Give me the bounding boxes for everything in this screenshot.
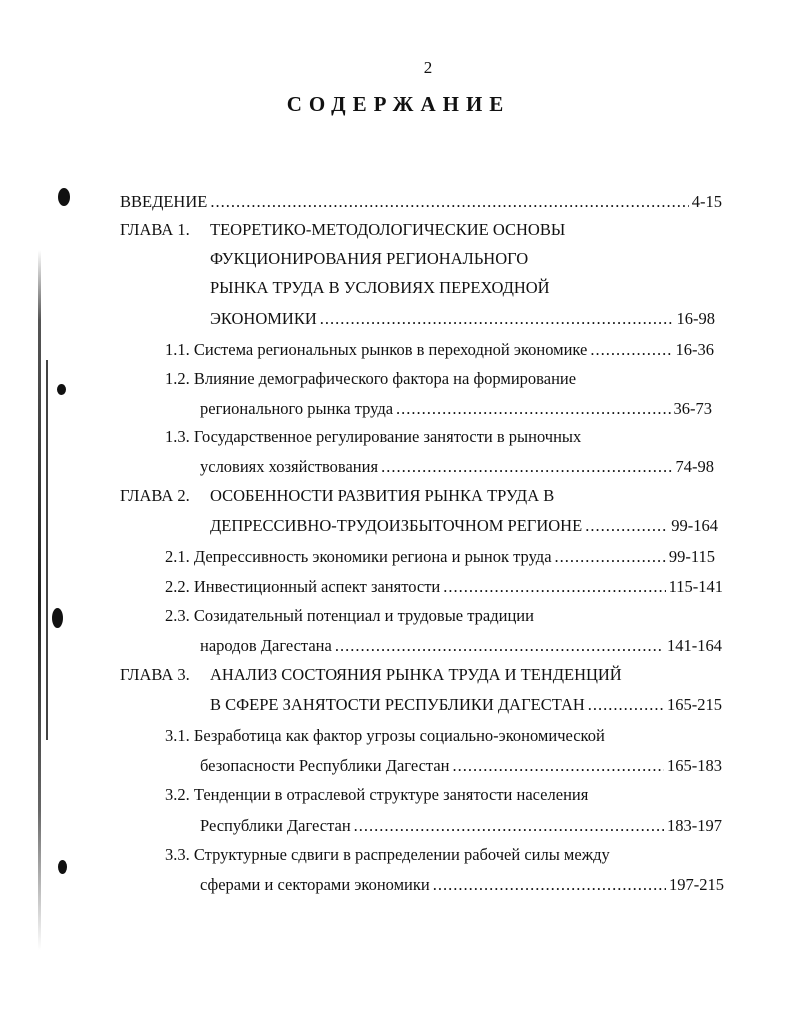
toc-chapter-heading [120,665,622,685]
dot-leader [452,756,664,776]
section-title: 2.2. Инвестиционный аспект занятости [165,577,441,596]
toc-section-entry [200,875,724,895]
chapter-title-line: ТЕОРЕТИКО-МЕТОДОЛОГИЧЕСКИЕ ОСНОВЫ [210,220,566,239]
toc-entry-chapter2-end [210,516,718,536]
dot-leader [585,516,668,536]
toc-page-ref: 99-115 [668,547,715,566]
toc-page-ref: 99-164 [671,516,718,535]
dot-leader [210,192,688,212]
punch-hole-mark [58,860,67,874]
dot-leader [396,399,670,419]
toc-page-ref: 165-215 [667,695,722,714]
section-title: 1.2. Влияние демографического фактора на формирование [165,369,577,388]
section-title: 2.1. Депрессивность экономики региона и рынок труда [165,547,552,566]
toc-section-entry [200,816,722,836]
dot-leader [433,875,666,895]
chapter-label: ГЛАВА 1. [120,220,190,239]
toc-page-ref: 74-98 [675,457,714,476]
toc-entry-chapter3-end [210,695,722,715]
toc-page-ref: 115-141 [668,577,723,596]
dot-leader [443,577,665,597]
section-title: 2.3. Созидательный потенциал и трудовые традиции [165,606,534,625]
chapter-title-line: ДЕПРЕССИВНО-ТРУДОИЗБЫТОЧНОМ РЕГИОНЕ [210,516,583,535]
punch-hole-mark [58,188,70,206]
toc-page-ref: 141-164 [667,636,722,655]
toc-entry-intro [120,192,722,212]
section-title-cont: регионального рынка труда [200,399,394,418]
section-title: 1.3. Государственное регулирование занятости в рыночных [165,427,582,446]
section-title: 3.3. Структурные сдвиги в распределении рабочей силы между [165,845,610,864]
toc-page-ref: 16-36 [675,340,714,359]
toc-chapter-heading [120,220,565,240]
toc-section-entry [200,636,722,656]
toc-page-ref: 165-183 [667,756,722,775]
toc-chapter-heading [120,486,554,506]
dot-leader [354,816,664,836]
section-title-cont: безопасности Республики Дагестан [200,756,450,775]
toc-section-entry [165,340,714,360]
toc-section-entry [200,399,712,419]
section-title: 1.1. Система региональных рынков в переходной экономике [165,340,588,359]
chapter-title-line: ФУКЦИОНИРОВАНИЯ РЕГИОНАЛЬНОГО [210,249,529,268]
dot-leader [335,636,664,656]
toc-page-ref: 16-98 [676,309,715,328]
section-title-cont: сферами и секторами экономики [200,875,430,894]
section-title: 3.1. Безработица как фактор угрозы социально-экономической [165,726,605,745]
dot-leader [555,547,666,567]
toc-entry-label: ВВЕДЕНИЕ [120,192,208,211]
punch-hole-mark [52,608,63,628]
chapter-title-line: АНАЛИЗ СОСТОЯНИЯ РЫНКА ТРУДА И ТЕНДЕНЦИЙ [210,665,622,684]
dot-leader [320,309,674,329]
section-title-cont: условиях хозяйствования [200,457,379,476]
page-title: СОДЕРЖАНИЕ [286,92,511,116]
chapter-title-line: ОСОБЕННОСТИ РАЗВИТИЯ РЫНКА ТРУДА В [210,486,555,505]
chapter-label: ГЛАВА 3. [120,665,190,684]
toc-section-entry [165,547,715,567]
toc-page-ref: 4-15 [691,192,722,211]
section-title: 3.2. Тенденции в отраслевой структуре занятости населения [165,785,589,804]
punch-hole-mark [57,384,66,395]
scan-edge-shadow-inner [46,360,48,740]
chapter-title-line: РЫНКА ТРУДА В УСЛОВИЯХ ПЕРЕХОДНОЙ [210,278,550,297]
toc-section-entry [165,577,723,597]
toc-entry-chapter1-end [210,309,715,329]
toc-page-ref: 183-197 [667,816,722,835]
toc-page-ref: 197-215 [669,875,724,894]
toc-section-entry [200,756,722,776]
scan-edge-shadow [38,250,41,950]
section-title-cont: народов Дагестана [200,636,332,655]
chapter-title-line: В СФЕРЕ ЗАНЯТОСТИ РЕСПУБЛИКИ ДАГЕСТАН [210,695,585,714]
dot-leader [590,340,672,360]
section-title-cont: Республики Дагестан [200,816,351,835]
dot-leader [588,695,664,715]
toc-page-ref: 36-73 [673,399,712,418]
dot-leader [381,457,672,477]
page-number: 2 [423,58,433,77]
chapter-title-line: ЭКОНОМИКИ [210,309,317,328]
toc-section-entry [200,457,714,477]
chapter-label: ГЛАВА 2. [120,486,190,505]
